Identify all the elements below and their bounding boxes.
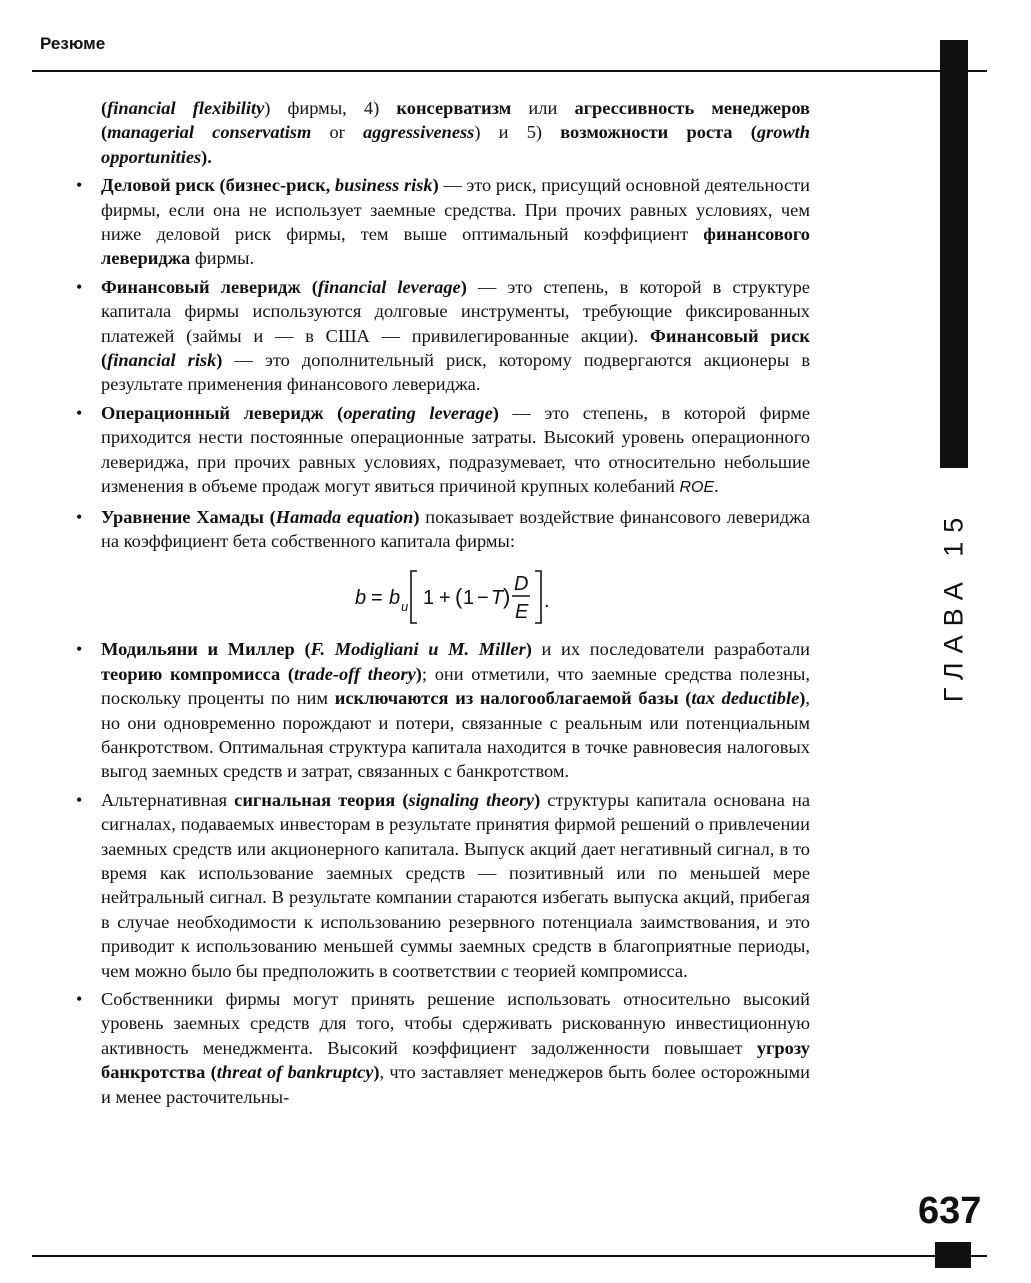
formula-right-paren: ) (502, 584, 510, 610)
text-run: ( (101, 122, 108, 143)
text-run: ) (534, 789, 541, 810)
text-run: финансового левериджа (101, 224, 810, 269)
formula-u-subscript: u (400, 599, 408, 615)
text-run: ) (432, 175, 439, 196)
text-run: . (714, 476, 719, 497)
bullet-owners-debt (74, 987, 810, 1109)
text-run: tax deductible (691, 688, 800, 709)
text-run: — это дополнительный риск, которому подвергаются акционеры в результате применения финансового левериджа. (101, 350, 810, 395)
text-run: ) (492, 402, 499, 423)
text-run: Уравнение Хамады ( (101, 506, 276, 527)
formula-right-bracket (535, 571, 541, 623)
text-run: агрессивность менеджеров (574, 98, 810, 118)
text-run: ) фирмы, 4) (264, 98, 397, 118)
text-run: ) (413, 506, 420, 527)
text-run: Альтернативная (101, 789, 235, 810)
text-run: ) и 5) (474, 122, 561, 143)
chapter-thumb-bar (940, 40, 968, 468)
text-run: Деловой риск (бизнес-риск, (101, 175, 335, 196)
bullet-financial-leverage (74, 275, 810, 397)
text-run: ) (460, 276, 467, 297)
text-run: теорию компромисса ( (101, 663, 295, 684)
bullet-signaling-theory (74, 788, 810, 983)
text-run: — это риск, присущий основной деятельности фирмы, если она не использует заемные средства. При прочих равных условиях, чем ниже деловой риск фирмы, тем выше оптимальный коэффициент (101, 175, 810, 245)
formula-period: . (543, 590, 550, 613)
bullet-business-risk (74, 173, 810, 271)
text-run: financial risk (107, 350, 217, 371)
footer-rule (32, 1255, 987, 1257)
header-rule (32, 70, 987, 72)
text-run: ) (799, 688, 806, 709)
formula-e: E (514, 601, 528, 624)
text-run: ). (201, 146, 212, 167)
formula-left-paren: ( (454, 584, 462, 610)
text-run: ) (415, 663, 422, 684)
text-run: или (511, 98, 575, 118)
text-run: показывает воздействие финансового левериджа на коэффициент бета собственного капитала фирмы: (101, 506, 810, 551)
hamada-formula (101, 563, 810, 629)
formula-one-b: 1 (462, 587, 474, 610)
formula-equals: = (370, 587, 383, 610)
text-run: F. Modigliani и M. Miller (310, 639, 526, 660)
intro-paragraph (74, 96, 810, 169)
text-run: Финансовый леверидж ( (101, 276, 318, 297)
formula-b: b (354, 587, 366, 610)
text-run: ROE (679, 479, 715, 497)
text-run: — это степень, в которой в структуре капитала фирмы используются долговые инструменты, требующие фиксированных платежей (займы и — в США — привилегированные акции). (101, 276, 810, 346)
text-run: ) (373, 1062, 380, 1083)
text-run: threat of bankruptcy (216, 1062, 374, 1083)
text-run: business risk (334, 175, 433, 196)
text-run: ) (525, 639, 532, 660)
text-run: , что заставляет менеджеров быть более осторожными и менее расточительны- (101, 1062, 811, 1107)
bullet-operating-leverage (74, 401, 810, 501)
formula-bu: b (388, 587, 400, 610)
text-run: Модильяни и Миллер ( (101, 639, 311, 660)
text-run: financial flexibility (107, 98, 265, 118)
text-run: Финансовый риск ( (101, 325, 810, 371)
text-run: trade-off theory (294, 663, 416, 684)
main-text (74, 96, 810, 1109)
formula-minus: − (476, 587, 489, 610)
text-run: Собственники фирмы могут принять решение использовать относительно высокий уровень заемных средств для того, чтобы сдерживать рискованную инвестиционную активность менеджмента. Высокий коэффициент задолженности повышает (101, 989, 810, 1058)
footer-thumb-bar (935, 1242, 971, 1268)
page-number: 637 (918, 1190, 982, 1232)
text-run: financial leverage (317, 276, 461, 297)
bullet-modigliani-miller (74, 637, 810, 783)
text-run: operating leverage (343, 402, 493, 423)
hamada-formula-svg (351, 563, 561, 629)
chapter-tab-label: ГЛАВА 15 (938, 508, 969, 702)
formula-t: T (490, 587, 503, 610)
text-run: growth opportunities (101, 122, 810, 167)
text-run: ; они отметили, что заемные средства полезны, поскольку проценты по ним (101, 663, 810, 709)
chapter-tab (936, 510, 972, 700)
text-run: ( (732, 122, 757, 143)
text-run: aggressiveness (362, 122, 475, 143)
text-run: сигнальная теория ( (234, 789, 409, 810)
text-run: , но они одновременно порождают и потери, связанные с реальным или потенциальным банкротством. Оптимальная структура капитала находится в точке равновесия налоговых выгод заемных средств и затрат, связанных с банкротством. (101, 688, 810, 782)
text-run: managerial conservatism (107, 122, 312, 143)
text-run: возможности роста (560, 122, 733, 143)
text-run: и их последователи разработали (531, 639, 810, 660)
bullet-list-continued (74, 637, 810, 1109)
text-run: — это степень, в которой фирме приходится нести постоянные операционные затраты. Высокий уровень операционного левериджа, при прочих равных условиях, подразумевает, что относительно небольшие изменения в объеме продаж могут явиться причиной крупных колебаний (101, 402, 811, 497)
text-run: фирмы. (190, 248, 255, 269)
bullet-hamada-equation (74, 505, 810, 554)
bullet-list (74, 173, 810, 553)
text-run: структуры капитала основана на сигналах, подаваемых инвесторам в результате принятия фирмой решений о привлечении заемных средств или акционерного капитала. Выпуск акций дает негативный сигнал, в то время как использование заемных средств — позитивный или по меньшей мере нейтральный сигнал. В результате компании стараются избегать выпуска акций, прибегая в случае необходимости к использованию резервного потенциала заимствования, и это приводит к использованию меньшей суммы заемных средств в благоприятные периоды, чем можно было бы предположить в соответствии с теорией компромисса. (101, 789, 810, 981)
text-run: ) (216, 350, 223, 371)
formula-one: 1 (422, 587, 434, 610)
text-run: Hamada equation (275, 506, 414, 527)
running-header: Резюме (40, 34, 106, 53)
text-run: or (311, 122, 363, 143)
text-run: signaling theory (408, 789, 535, 810)
text-run: ( (101, 98, 108, 118)
text-run: исключаются из налогооблагаемой базы ( (334, 688, 692, 709)
formula-d: D (513, 573, 528, 596)
text-run: угрозу банкротства ( (101, 1037, 810, 1083)
text-run: Операционный леверидж ( (101, 402, 344, 423)
text-run: консерватизм (396, 98, 512, 118)
formula-left-bracket (411, 571, 417, 623)
formula-plus: + (438, 587, 451, 610)
